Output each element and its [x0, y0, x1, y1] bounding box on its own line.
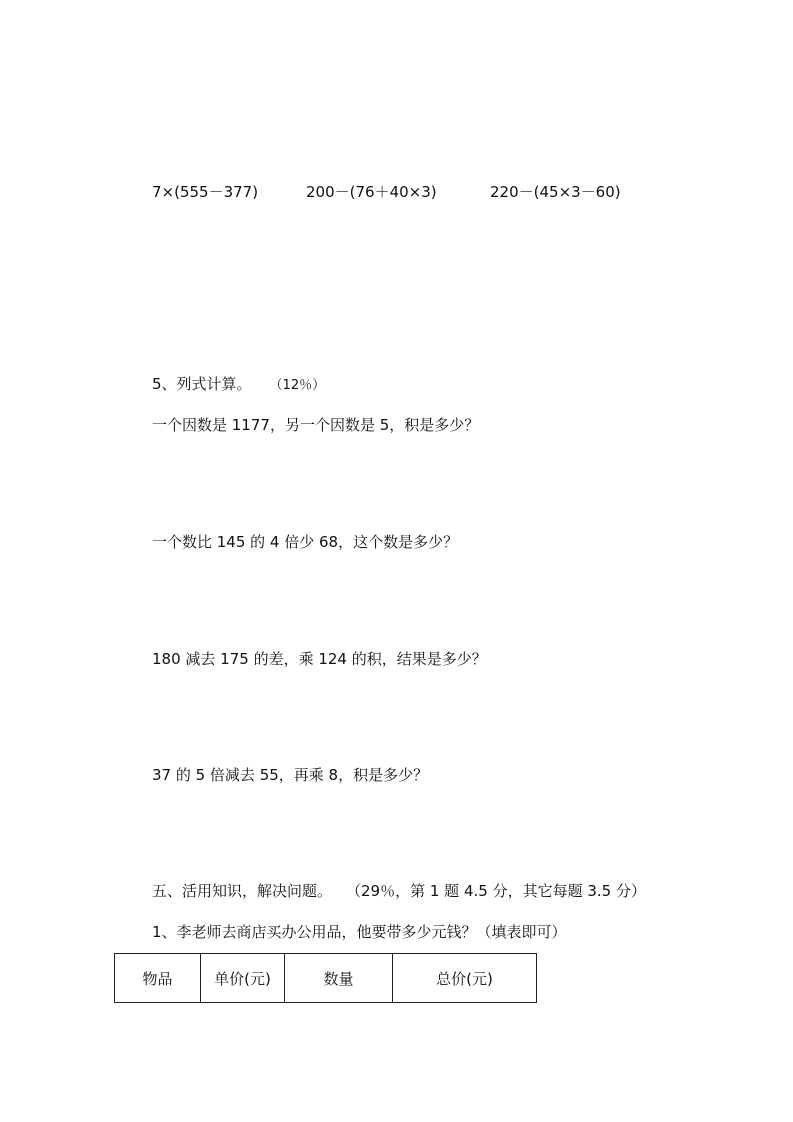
section5-score: （12％）: [269, 378, 326, 393]
partV-heading: [152, 881, 646, 901]
header-unit-price: 单价(元): [201, 954, 285, 1003]
header-total-price: 总价(元): [393, 954, 537, 1003]
expression-3: 220－(45×3－60): [490, 183, 621, 201]
expression-2: 200－(76＋40×3): [306, 183, 437, 201]
partV-question-1: 1、李老师去商店买办公用品，他要带多少元钱？（填表即可）: [152, 923, 567, 941]
section5-question-1: 一个因数是 1177，另一个因数是 5，积是多少？: [152, 416, 480, 434]
partV-title: 五、活用知识，解决问题。: [152, 882, 333, 900]
section5-question-3: 180 减去 175 的差，乘 124 的积，结果是多少？: [152, 650, 487, 668]
section5-title: 5、列式计算。: [152, 375, 252, 393]
price-table: [114, 953, 537, 1003]
partV-score: （29％，第 1 题 4.5 分，其它每题 3.5 分）: [346, 882, 646, 900]
section5-question-2: 一个数比 145 的 4 倍少 68，这个数是多少？: [152, 533, 459, 551]
header-item: 物品: [115, 954, 201, 1003]
header-quantity: 数量: [285, 954, 393, 1003]
table-header-row: [115, 954, 537, 1003]
section5-heading: [152, 374, 325, 396]
expression-1: 7×(555－377): [152, 183, 259, 201]
section5-question-4: 37 的 5 倍减去 55，再乘 8，积是多少？: [152, 766, 429, 784]
